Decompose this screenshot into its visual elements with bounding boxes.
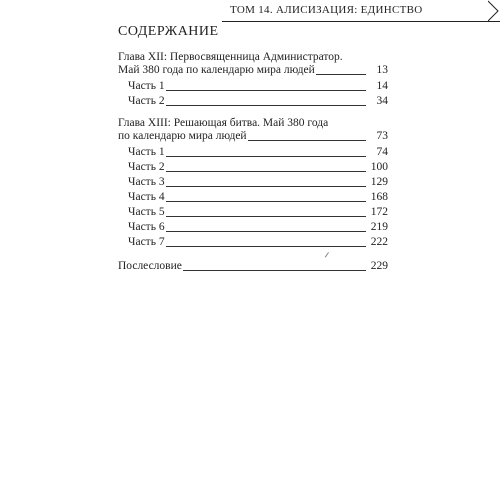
page-number: 73	[376, 130, 388, 142]
toc-entry-ch13-part6[interactable]	[128, 220, 388, 234]
toc-entry-chapter-12[interactable]	[118, 63, 388, 77]
leader-line	[166, 155, 366, 157]
page-number: 14	[376, 80, 388, 92]
toc-entry-ch13-part4[interactable]	[128, 190, 388, 204]
leader-line	[183, 269, 366, 271]
running-title: ТОМ 14. АЛИСИЗАЦИЯ: ЕДИНСТВО	[230, 4, 423, 16]
toc-entry-ch13-part7[interactable]	[128, 235, 388, 249]
part-label: Часть 6	[128, 221, 165, 233]
part-label: Часть 2	[128, 95, 165, 107]
chapter-13-title-line2: по календарю мира людей	[118, 130, 247, 142]
page-number: 168	[370, 191, 388, 203]
header-arrow-icon	[488, 0, 500, 22]
leader-line	[166, 245, 366, 247]
toc-entry-afterword[interactable]	[118, 259, 388, 273]
part-label: Часть 4	[128, 191, 165, 203]
leader-line	[166, 215, 366, 217]
leader-line	[166, 104, 366, 106]
toc-entry-chapter-13[interactable]	[118, 129, 388, 143]
toc-entry-ch13-part5[interactable]	[128, 205, 388, 219]
toc-entry-ch12-part2[interactable]	[128, 94, 388, 108]
toc-entry-ch12-part1[interactable]	[128, 79, 388, 93]
toc-entry-ch13-part1[interactable]	[128, 145, 388, 159]
page-number: 172	[370, 206, 388, 218]
chapter-12-title-line1: Глава XII: Первосвященница Администратор.	[118, 51, 343, 63]
part-label: Часть 1	[128, 80, 165, 92]
part-label: Часть 5	[128, 206, 165, 218]
running-header	[222, 0, 500, 22]
chapter-12-title-line2: Май 380 года по календарю мира людей	[118, 64, 315, 76]
afterword-label: Послесловие	[118, 260, 182, 272]
page-number: 222	[370, 236, 388, 248]
page-number: 100	[370, 161, 388, 173]
page-number: 34	[376, 95, 388, 107]
page-number: 74	[376, 146, 388, 158]
leader-line	[166, 170, 366, 172]
part-label: Часть 3	[128, 176, 165, 188]
leader-line	[166, 200, 366, 202]
leader-line	[166, 185, 366, 187]
toc-entry-ch13-part2[interactable]	[128, 160, 388, 174]
leader-line	[166, 230, 366, 232]
part-label: Часть 7	[128, 236, 165, 248]
page-number: 13	[376, 64, 388, 76]
toc-entry-ch13-part3[interactable]	[128, 175, 388, 189]
page-number: 129	[370, 176, 388, 188]
part-label: Часть 2	[128, 161, 165, 173]
chapter-13-title-line1: Глава XIII: Решающая битва. Май 380 года	[118, 117, 329, 129]
page-number: 229	[370, 260, 388, 272]
toc-title: СОДЕРЖАНИЕ	[118, 24, 219, 39]
part-label: Часть 1	[128, 146, 165, 158]
leader-line	[248, 139, 366, 141]
leader-line	[166, 89, 366, 91]
page-number: 219	[370, 221, 388, 233]
leader-line	[316, 73, 366, 75]
